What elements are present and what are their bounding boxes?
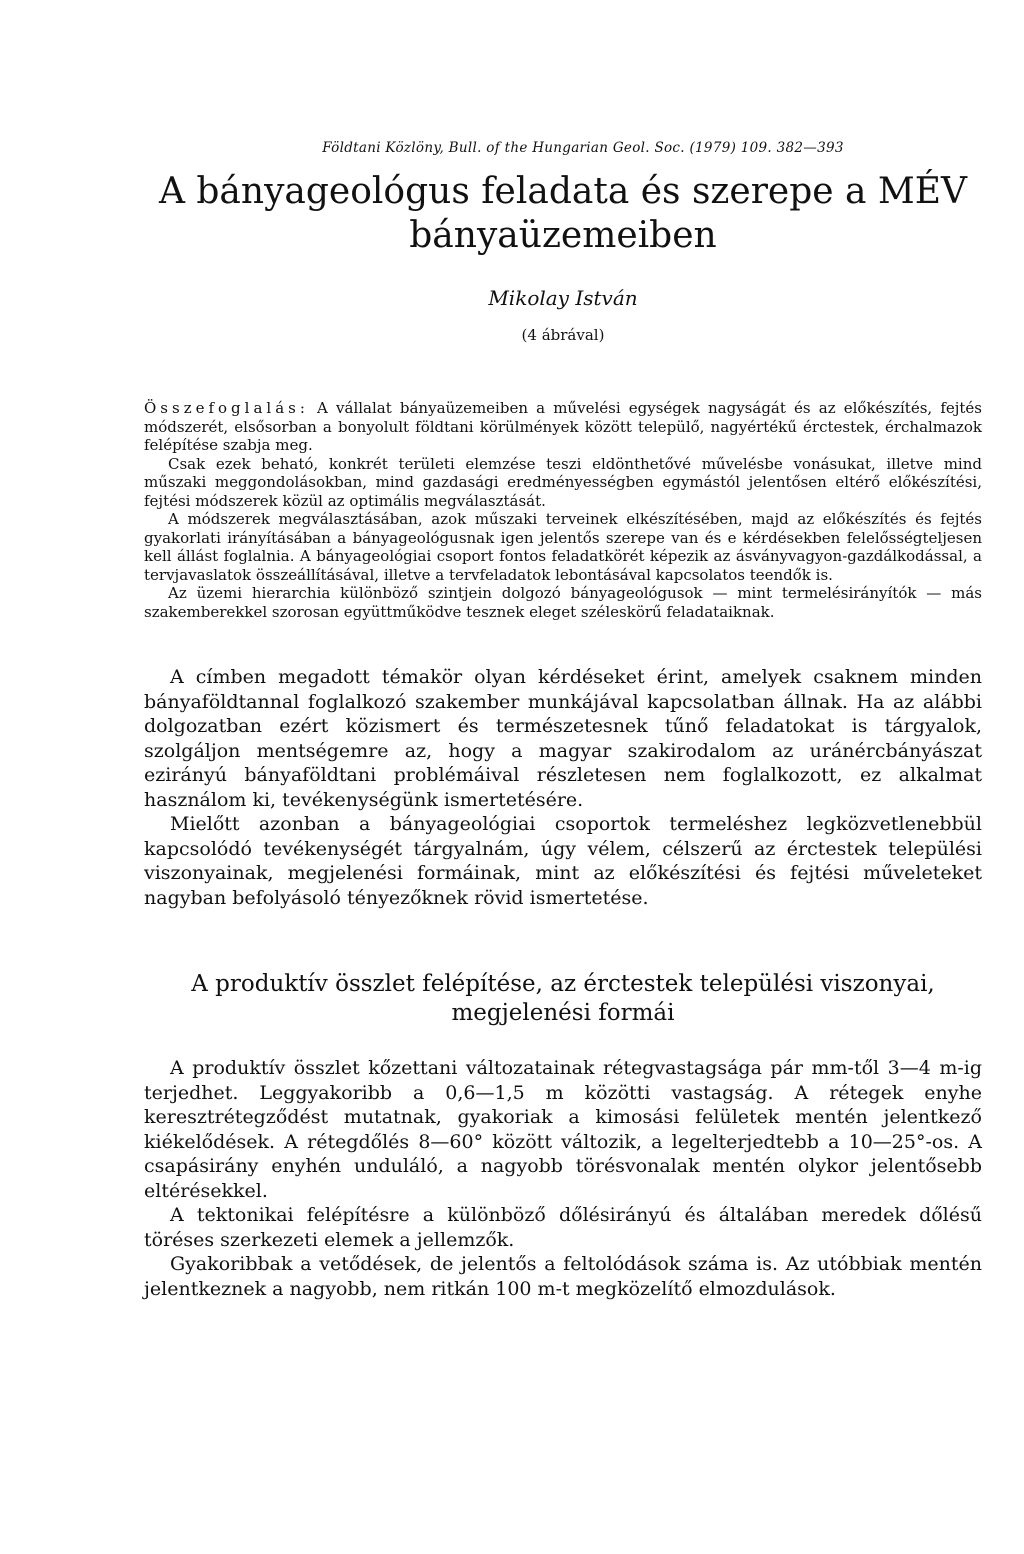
body-paragraph: A címben megadott témakör olyan kérdéseket érint, amelyek csaknem minden bányaföldtannal foglalkozó szakember munkájával kapcsolatban állnak. Ha az alábbi dolgozatban ezért közismert és természetesnek tűnő feladatokat is tárgyalok, szolgáljon mentségemre az, hogy a magyar szakirodalom az uránércbányászat ezirányú bányaföldtani problémáival részletesen nem foglalkozott, ez alkalmat használom ki, tevékenységünk ismertetésére. [144,666,982,811]
body-paragraph: A produktív összlet kőzettani változatainak rétegvastagsága pár mm-től 3—4 m-ig terjedhet. Leggyakoribb a 0,6—1,5 m közötti vastagság. A rétegek enyhe keresztrétegződést mutatnak, gyakoriak a kimosási felületek mentén jelentkező kiékelődések. A rétegdőlés 8—60° között változik, a legelterjedtebb a 10—25°-os. A csapásirány enyhén unduláló, a nagyobb törésvonalak mentén olykor jelentősebb eltérésekkel. [144,1057,982,1202]
abstract-paragraph [144,399,982,455]
abstract-text: A vállalat bányaüzemeiben a művelési egységek nagyságát és az előkészítés, fejtés módszerét, elsősorban a bonyolult földtani körülmények között települő, nagyértékű érctestek, érchalmazok felépítése szabja meg. [144,399,982,454]
author-name: Mikolay István [488,286,638,310]
body-paragraph: A tektonikai felépítésre a különböző dőlésirányú és általában meredek dőlésű töréses szerkezeti elemek a jellemzők. [144,1204,982,1251]
section-heading: A produktív összlet felépítése, az érctestek települési viszonyai, megjelenési formái [191,971,935,1026]
section-body [144,1056,982,1301]
abstract-paragraph: A módszerek megválasztásában, azok műszaki terveinek elkészítésében, majd az előkészítés és fejtés gyakorlati irányításában a bányageológusnak igen jelentős szerepe van és e kérdésekben felelősségteljesen kell állást foglalnia. A bányageológiai csoport fontos feladatkörét képezik az ásványvagyon-gazdálkodással, a tervjavaslatok összeállításával, illetve a tervfeladatok lebontásával kapcsolatos teendők is. [144,510,982,584]
article-title: A bányageológus feladata és szerepe a MÉV bányaüzemeiben [158,171,968,256]
abstract-paragraph: Csak ezek beható, konkrét területi elemzése teszi eldönthetővé művelésbe vonásukat, illetve mind műszaki meggondolásokban, mind gazdasági eredményességben egymástól jelentősen eltérő előkészítési, fejtési módszerek közül az optimális megválasztását. [144,454,982,510]
figures-note: (4 ábrával) [521,326,605,344]
body-paragraph: Mielőtt azonban a bányageológiai csoportok termeléshez legközvetlenebbül kapcsolódó tevékenységét tárgyalnám, úgy vélem, célszerű az érctestek települési viszonyainak, megjelenési formáinak, mint az előkészítési és fejtési műveleteket nagyban befolyásoló tényezőknek rövid ismertetése. [144,813,982,909]
page [144,140,982,1301]
abstract-paragraph: Az üzemi hierarchia különböző szintjein dolgozó bányageológusok — mint termelésirányítók — más szakemberekkel szorosan együttműködve tesznek eleget széleskörű feladataiknak. [144,584,982,621]
body-paragraph: Gyakoribbak a vetődések, de jelentős a feltolódások száma is. Az utóbbiak mentén jelentkeznek a nagyobb, nem ritkán 100 m-t megközelítő elmozdulások. [144,1253,982,1300]
abstract-label: Összefoglalás: [144,399,309,417]
intro-body [144,665,982,910]
abstract [144,399,982,621]
journal-citation: Földtani Közlöny, Bull. of the Hungarian Geol. Soc. (1979) 109. 382—393 [322,140,844,156]
